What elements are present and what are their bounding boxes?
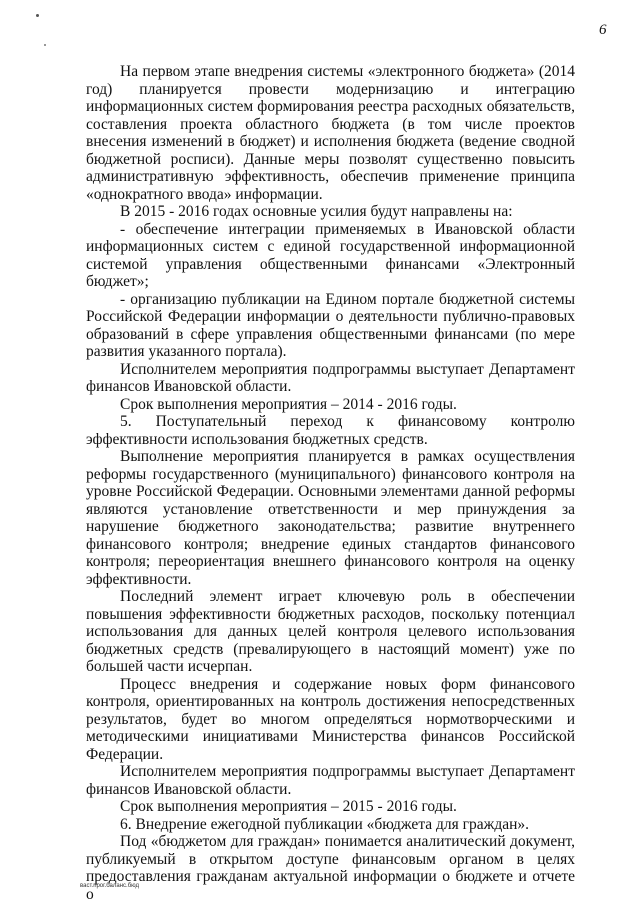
- paragraph: - организацию публикации на Едином портале бюджетной системы Российской Федерации информации о деятельности публично-правовых образований в сфере управления общественными финансами (по мере развития указанного портала).: [86, 290, 575, 360]
- paragraph: Процесс внедрения и содержание новых форм финансового контроля, ориентированных на контроль достижения непосредственных результатов, будет во многом определяться нормотворческими и методическими инициативами Министерства финансов Российской Федерации.: [86, 675, 575, 763]
- document-body: [86, 63, 575, 903]
- paragraph: Под «бюджетом для граждан» понимается аналитический документ, публикуемый в открытом доступе финансовым органом в целях предоставления гражданам актуальной информации о бюджете и отчете о: [86, 833, 575, 903]
- paragraph: Последний элемент играет ключевую роль в обеспечении повышения эффективности бюджетных расходов, поскольку потенциал использования для данных целей контроля целевого использования бюджетных средств (превалирующего в настоящий момент) уже по большей части исчерпан.: [86, 588, 575, 675]
- paragraph: Исполнителем мероприятия подпрограммы выступает Департамент финансов Ивановской области.: [86, 763, 575, 798]
- margin-mark: [36, 14, 39, 17]
- paragraph: На первом этапе внедрения системы «электронного бюджета» (2014 год) планируется провести модернизацию и интеграцию информационных систем формирования реестра расходных обязательств, составления проекта областного бюджета (в том числе проектов внесения изменений в бюджет) и исполнения бюджета (ведение сводной бюджетной росписи). Данные меры позволят существенно повысить административную эффективность, обеспечив применение принципа «однократного ввода» информации.: [86, 63, 575, 203]
- page-number: 6: [599, 22, 607, 38]
- paragraph: Срок выполнения мероприятия – 2015 - 2016 годы.: [120, 798, 457, 815]
- section-heading: 5. Поступательный переход к финансовому контролю эффективности использования бюджетных средств.: [86, 413, 575, 448]
- paragraph: Исполнителем мероприятия подпрограммы выступает Департамент финансов Ивановской области.: [86, 360, 575, 395]
- paragraph: Выполнение мероприятия планируется в рамках осуществления реформы государственного (муниципального) финансового контроля на уровне Российской Федерации. Основными элементами данной реформы являются установление ответственности и мер принуждения за нарушение бюджетного законодательства; развитие внутреннего финансового контроля; внедрение единых стандартов финансового контроля; переориентация внешнего финансового контроля на оценку эффективности.: [86, 448, 575, 588]
- paragraph: Срок выполнения мероприятия – 2014 - 2016 годы.: [120, 395, 457, 413]
- paragraph: - обеспечение интеграции применяемых в Ивановской области информационных систем с единой государственной информационной системой управления общественными финансами «Электронный бюджет»;: [86, 220, 575, 290]
- footer-file-note: васт.прог.баланс.бюд: [80, 883, 140, 889]
- margin-mark: [44, 44, 46, 46]
- paragraph: В 2015 - 2016 годах основные усилия будут направлены на:: [120, 203, 513, 220]
- section-heading: 6. Внедрение ежегодной публикации «бюджета для граждан».: [120, 815, 530, 833]
